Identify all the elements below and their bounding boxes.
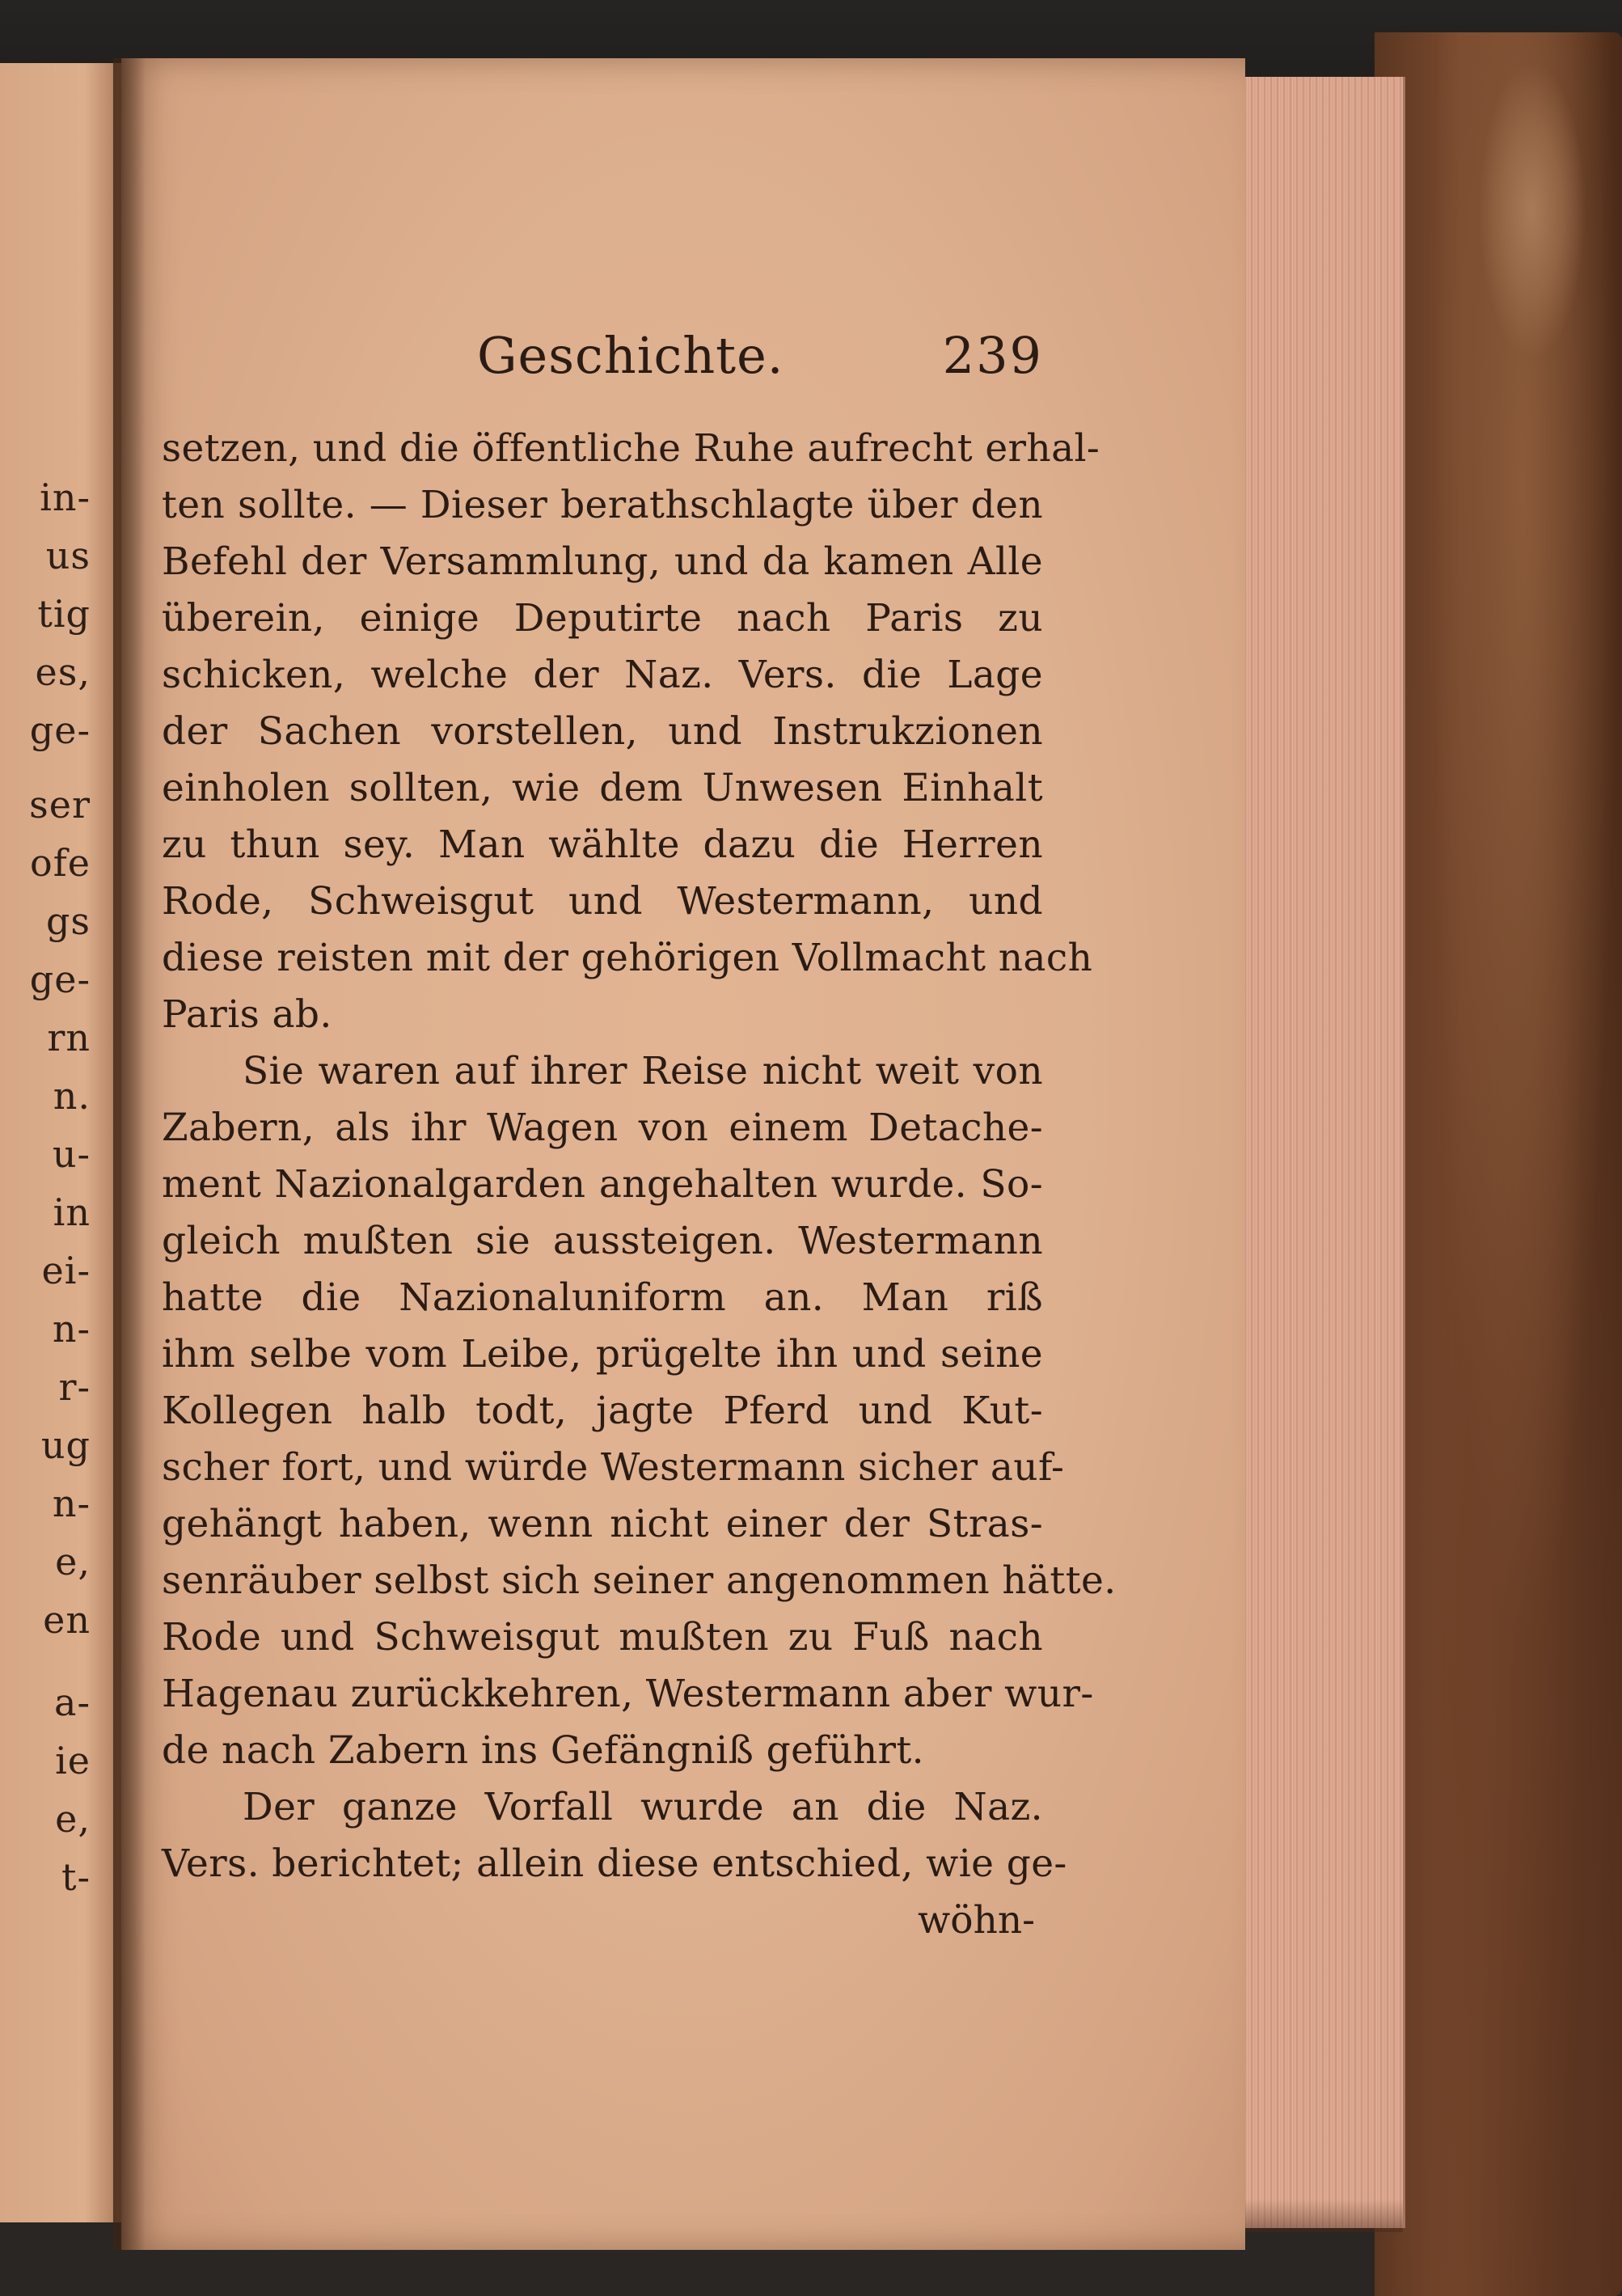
text-line: gehängt haben, wenn nicht einer der Stras-	[162, 1502, 1043, 1546]
previous-page-fragment: e,	[55, 1540, 91, 1584]
text-line: Hagenau zurückkehren, Westermann aber wur-	[162, 1672, 1094, 1716]
text-line: scher fort, und würde Westermann sicher auf-	[162, 1445, 1065, 1490]
previous-page-text	[0, 63, 121, 2222]
text-line: überein, einige Deputirte nach Paris zu	[162, 596, 1043, 641]
previous-page-fragment: ofe	[30, 841, 91, 885]
previous-page	[0, 63, 121, 2222]
text-line: einholen sollten, wie dem Unwesen Einhalt	[162, 766, 1043, 810]
text-line: ten sollte. — Dieser berathschlagte über den	[162, 483, 1043, 527]
previous-page-fragment: t-	[61, 1855, 91, 1899]
text-line: setzen, und die öffentliche Ruhe aufrecht erhal-	[162, 426, 1100, 471]
text-line: senräuber selbst sich seiner angenommen hätte.	[162, 1558, 1117, 1603]
previous-page-fragment: r-	[58, 1365, 91, 1409]
body-text	[162, 421, 1117, 1949]
running-head	[162, 323, 1043, 388]
page-edges	[1241, 77, 1405, 2228]
text-line: Rode, Schweisgut und Westermann, und	[162, 879, 1043, 924]
text-line: de nach Zabern ins Gefängniß geführt.	[162, 1728, 924, 1773]
text-line: Paris ab.	[162, 992, 332, 1037]
leather-cover	[1375, 32, 1622, 2296]
cover-wear-mark	[1480, 65, 1585, 356]
page-edges-shadow	[1241, 2200, 1403, 2232]
previous-page-fragment: n.	[53, 1074, 91, 1118]
text-line: zu thun sey. Man wählte dazu die Herren	[162, 822, 1043, 867]
catchword: wöhn-	[918, 1898, 1035, 1943]
text-line: Befehl der Versammlung, und da kamen Alle	[162, 539, 1043, 584]
text-line: ihm selbe vom Leibe, prügelte ihn und seine	[162, 1332, 1043, 1376]
previous-page-fragment: ie	[55, 1739, 91, 1782]
previous-page-fragment: us	[45, 534, 91, 577]
previous-page-fragment: en	[43, 1598, 91, 1642]
text-line: Vers. berichtet; allein diese entschied, wie ge-	[162, 1841, 1067, 1886]
text-line: gleich mußten sie aussteigen. Westermann	[162, 1219, 1043, 1263]
text-line: diese reisten mit der gehörigen Vollmacht nach	[162, 936, 1093, 980]
previous-page-fragment: ei-	[41, 1249, 91, 1292]
previous-page-fragment: e,	[55, 1797, 91, 1841]
running-head-title: Geschichte.	[477, 326, 784, 385]
text-line: ment Nazionalgarden angehalten wurde. So-	[162, 1162, 1043, 1207]
previous-page-fragment: n-	[52, 1482, 91, 1525]
text-line: der Sachen vorstellen, und Instrukzionen	[162, 709, 1043, 754]
previous-page-fragment: es,	[35, 650, 91, 694]
text-line: Sie waren auf ihrer Reise nicht weit von	[243, 1049, 1043, 1093]
text-line: Kollegen halb todt, jagte Pferd und Kut-	[162, 1389, 1043, 1433]
text-line: Rode und Schweisgut mußten zu Fuß nach	[162, 1615, 1043, 1660]
previous-page-fragment: in-	[40, 476, 91, 519]
previous-page-fragment: n-	[52, 1307, 91, 1351]
previous-page-fragment: in	[53, 1190, 91, 1234]
page-number: 239	[942, 326, 1043, 385]
text-line: hatte die Nazionaluniform an. Man riß	[162, 1275, 1043, 1320]
previous-page-fragment: tig	[37, 592, 91, 636]
spine-shadow	[113, 58, 146, 2250]
previous-page-fragment: rn	[47, 1016, 91, 1059]
text-line: Zabern, als ihr Wagen von einem Detache-	[162, 1106, 1043, 1150]
previous-page-fragment: gs	[45, 899, 91, 943]
text-line: schicken, welche der Naz. Vers. die Lage	[162, 653, 1043, 697]
previous-page-fragment: ser	[29, 783, 91, 827]
previous-page-fragment: u-	[52, 1132, 91, 1176]
previous-page-fragment: a-	[54, 1681, 91, 1724]
previous-page-fragment: ug	[40, 1423, 91, 1467]
previous-page-fragment: ge-	[29, 958, 91, 1001]
previous-page-fragment: ge-	[29, 708, 91, 752]
text-line: Der ganze Vorfall wurde an die Naz.	[243, 1785, 1043, 1829]
